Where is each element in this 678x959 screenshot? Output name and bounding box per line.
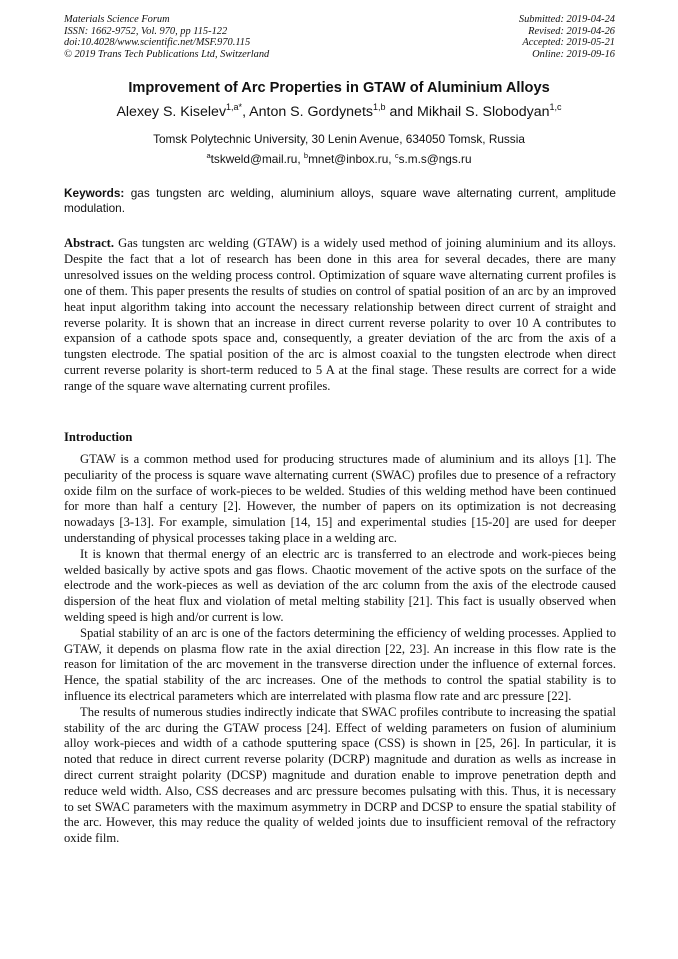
accepted-date: Accepted: 2019-05-21 bbox=[522, 37, 615, 49]
author-name: Alexey S. Kiselev bbox=[116, 104, 227, 120]
author-list bbox=[0, 104, 678, 120]
introduction-body bbox=[64, 452, 616, 847]
section-heading-introduction: Introduction bbox=[64, 430, 133, 444]
email-mark: b bbox=[303, 151, 309, 160]
email-mark: a bbox=[206, 151, 211, 160]
keywords-label: Keywords: bbox=[64, 186, 125, 200]
email: s.m.s@ngs.ru bbox=[398, 152, 472, 166]
paragraph: Spatial stability of an arc is one of the factors determining the efficiency of welding processes. Applied to GTAW, it depends on plasma flow rate in the axial direction [22, 23]. An increase in this flow rate is the reason for limitation of the arc movement in the transverse direction under the influence of external forces. Hence, the spatial stability of the arc increases. One of the methods to control the spatial stability is to influence its electrical parameters which are interrelated with plasma flow rate and arc pressure [22]. bbox=[64, 625, 616, 703]
keywords-text: gas tungsten arc welding, aluminium alloys, square wave alternating current, amplitude modulation. bbox=[64, 186, 616, 215]
paragraph: The results of numerous studies indirectly indicate that SWAC profiles contribute to increasing the spatial stability of the arc during the GTAW process [24]. Effect of welding parameters on fusion of aluminium alloy work-pieces and width of a cathode sputtering space (CSS) is shown in [25, 26]. In particular, it is noted that reduce in direct current reverse polarity (DCRP) magnitude and duration as wells as increase in direct current straight polarity (DCSP) magnitude and duration enable to improve penetration depth and reduce weld width. Also, CSS decreases and arc pressure becomes pulsating with this. Thus, it is necessary to set SWAC parameters with the maximum asymmetry in DCRP and DCSP to ensure the spatial stability of the arc. However, this may reduce the quality of welded joints due to insufficient removal of the refractory oxide film. bbox=[64, 704, 616, 846]
author-affiliation-mark: 1,b bbox=[372, 102, 386, 112]
keywords bbox=[64, 186, 616, 215]
paragraph: It is known that thermal energy of an electric arc is transferred to an electrode and work-pieces being welded basically by active spots and gas flows. Chaotic movement of the active spots on the surface of the electrode and the work-pieces as well as deviation of the arc column from the axis of the electrode caused dispersion of the heat flux and violation of metal melting stability [21]. This fact is usually observed when welding speed is high and/or current is low. bbox=[64, 546, 616, 624]
submitted-date: Submitted: 2019-04-24 bbox=[518, 14, 615, 25]
email-mark: c bbox=[394, 151, 399, 160]
issn-line: ISSN: 1662-9752, Vol. 970, pp 115-122 bbox=[64, 25, 228, 37]
affiliation: Tomsk Polytechnic University, 30 Lenin Avenue, 634050 Tomsk, Russia bbox=[153, 132, 525, 146]
author-name: , Anton S. Gordynets bbox=[242, 104, 373, 120]
abstract-text: Gas tungsten arc welding (GTAW) is a widely used method of joining aluminium and its alloys. Despite the fact that a lot of research has been done in this area for several decades, there are many unresolved issues on the welding process control. Optimization of square wave alternating current profiles is one of them. This paper presents the results of studies on control of spatial position of an arc by an improved heat input algorithm taking into account the necessary relationship between direct current of straight and reverse polarity. It is shown that an increase in direct current reverse polarity to over 10 A contributes to expansion of a cathode spots space and, consequently, a greater deviation of the arc from the axis of a tungsten electrode. The spatial position of the arc is almost coaxial to the tungsten electrode when direct current reverse polarity is short-term reduced to 5 A at the final stage. These results are correct for a wide range of the square wave alternating current profiles. bbox=[64, 236, 616, 394]
journal-info bbox=[64, 14, 269, 60]
copyright-line: © 2019 Trans Tech Publications Ltd, Switzerland bbox=[64, 48, 270, 60]
revised-date: Revised: 2019-04-26 bbox=[528, 25, 615, 37]
author-affiliation-mark: 1,c bbox=[549, 102, 562, 112]
author-affiliation-mark: 1,a* bbox=[226, 102, 243, 112]
author-name: and Mikhail S. Slobodyan bbox=[385, 104, 550, 120]
author-emails bbox=[0, 152, 678, 166]
online-date: Online: 2019-09-16 bbox=[532, 48, 615, 60]
paragraph: GTAW is a common method used for producing structures made of aluminium and its alloys [1]. The peculiarity of the process is square wave alternating current (SWAC) profiles due to presence of a refractory oxide film on the surface of work-pieces to be welded. Studies of this welding method have been continued for more than half a century [2]. However, the number of papers on its optimization is not decreasing nowadays [3-13]. For example, simulation [14, 15] and experimental studies [15-20] are used for deeper understanding of physical processes taking place in a welding arc. bbox=[64, 452, 616, 545]
journal-name: Materials Science Forum bbox=[64, 14, 170, 25]
email: mnet@inbox.ru, bbox=[308, 152, 395, 166]
submission-dates bbox=[519, 14, 615, 60]
paper-title: Improvement of Arc Properties in GTAW of Aluminium Alloys bbox=[128, 80, 550, 96]
email: tskweld@mail.ru, bbox=[210, 152, 304, 166]
abstract-label: Abstract. bbox=[64, 236, 115, 250]
abstract bbox=[64, 236, 616, 395]
doi-line: doi:10.4028/www.scientific.net/MSF.970.115 bbox=[64, 37, 251, 49]
